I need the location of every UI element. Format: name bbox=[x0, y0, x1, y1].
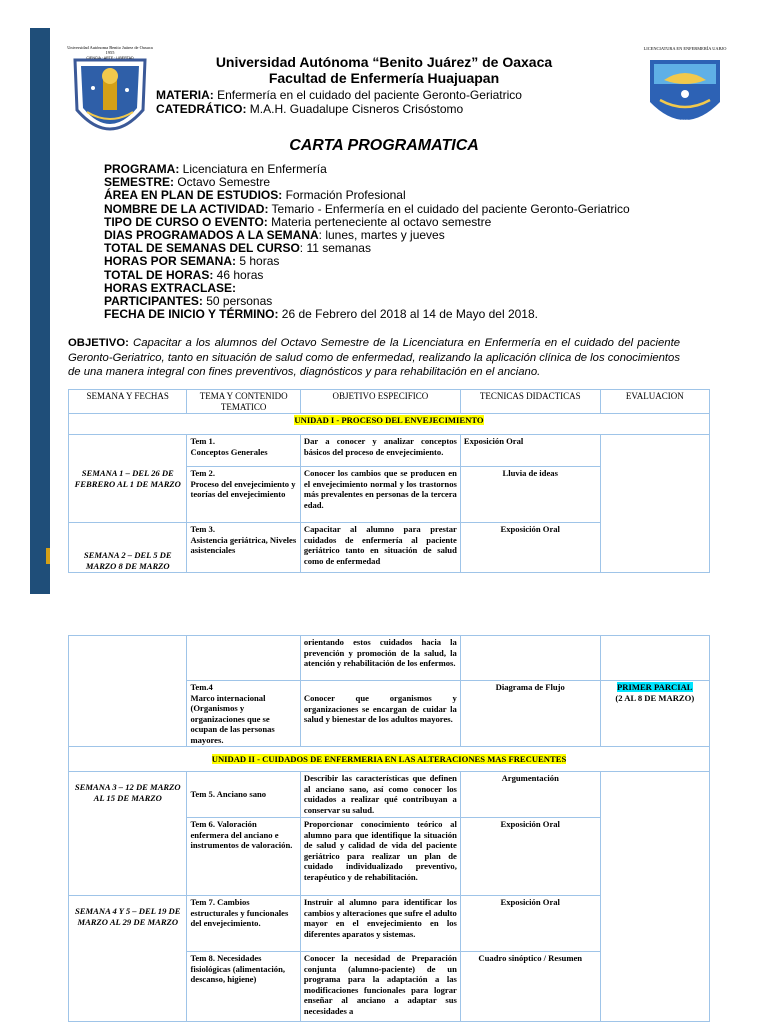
evaluation-cell bbox=[600, 435, 709, 573]
technique-cell: Exposición Oral bbox=[460, 523, 600, 573]
info-line-horas-semana: HORAS POR SEMANA: 5 horas bbox=[104, 254, 280, 269]
week-2-cell: SEMANA 2 – DEL 5 DE MARZO 8 DE MARZO bbox=[69, 523, 187, 573]
schedule-table-page2 bbox=[68, 635, 710, 1022]
info-line-actividad: NOMBRE DE LA ACTIVIDAD: Temario - Enfermería en el cuidado del paciente Geronto-Geriatrico bbox=[104, 201, 630, 216]
objective-cell: Conocer que organismos y organizaciones se encargan de cuidar la salud y bienestar de los adultos mayores. bbox=[300, 681, 460, 747]
header-tema: TEMA Y CONTENIDO TEMATICO bbox=[187, 390, 300, 414]
table-row bbox=[69, 636, 710, 681]
topic-cell: Tem 7. Cambios estructurales y funcionales del envejecimiento. bbox=[187, 896, 300, 952]
svg-text:CIENCIA · ARTE · LIBERTAD: CIENCIA · ARTE · LIBERTAD bbox=[86, 56, 134, 60]
evaluation-cell bbox=[600, 636, 709, 681]
technique-cell: Diagrama de Flujo bbox=[460, 681, 600, 747]
info-line-extraclase: HORAS EXTRACLASE: bbox=[104, 280, 237, 295]
professor-line: CATEDRÁTICO: M.A.H. Guadalupe Cisneros Crisóstomo bbox=[156, 102, 464, 116]
technique-cell: Exposición Oral bbox=[460, 435, 600, 467]
program-info-block bbox=[104, 163, 630, 321]
objective-paragraph: OBJETIVO: Capacitar a los alumnos del Octavo Semestre de la Licenciatura en Enfermería en el cuidado del paciente Geronto-Geriatrico, tanto en situación de salud como de enfermedad, realizando la aplicación clínica de los conocimientos de una manera integral con fines preventivos, diagnósticos y para rehabilitación en el anciano. bbox=[68, 337, 680, 379]
table-row bbox=[69, 435, 710, 467]
topic-cell: Tem.4 Marco internacional (Organismos y organizaciones que se ocupan de las personas mayores. bbox=[187, 681, 300, 747]
info-line-semanas: TOTAL DE SEMANAS DEL CURSO: 11 semanas bbox=[104, 241, 371, 256]
technique-cell: Exposición Oral bbox=[460, 896, 600, 952]
page-break-gap bbox=[0, 594, 768, 634]
svg-text:CIENCIA · ARTE · LIBERTAD: CIENCIA · ARTE · LIBERTAD bbox=[659, 119, 711, 123]
topic-cell: Tem 1. Conceptos Generales bbox=[187, 435, 300, 467]
info-line-total-horas: TOTAL DE HORAS: 46 horas bbox=[104, 267, 264, 282]
svg-text:1955: 1955 bbox=[105, 50, 115, 55]
objective-cell: Proporcionar conocimiento teórico al alumno para que identifique la situación de salud y calidad de vida del paciente geriátrico para realizar un plan de cuidado individualizado preventivo, terapéutico y de rehabilitación. bbox=[300, 818, 460, 896]
technique-cell: Cuadro sinóptico / Resumen bbox=[460, 952, 600, 1022]
evaluation-cell bbox=[600, 681, 709, 747]
technique-cell: Argumentación bbox=[460, 772, 600, 818]
university-name: Universidad Autónoma “Benito Juárez” de Oaxaca bbox=[215, 54, 553, 70]
week-3-cell: SEMANA 3 – 12 DE MARZO AL 15 DE MARZO bbox=[69, 772, 187, 896]
faculty-name: Facultad de Enfermería Huajuapan bbox=[268, 70, 500, 86]
schedule-table-page1 bbox=[68, 389, 710, 573]
table-header-row bbox=[69, 390, 710, 414]
unit-row bbox=[69, 747, 710, 772]
objective-cell: Describir las características que definen al anciano sano, así como conocer los cuidados a realizar qué contribuyan a conservar su salud. bbox=[300, 772, 460, 818]
topic-cell bbox=[187, 636, 300, 681]
first-partial-dates: (2 AL 8 DE MARZO) bbox=[615, 692, 695, 703]
objective-cell: orientando estos cuidados hacia la prevención y promoción de la salud, la atención y rehabilitación de los enfermos. bbox=[300, 636, 460, 681]
header-evaluacion: EVALUACION bbox=[600, 390, 709, 414]
header-objetivo: OBJETIVO ESPECIFICO bbox=[300, 390, 460, 414]
seal-arc-text: Universidad Autónoma Benito Juárez de Oaxaca bbox=[67, 45, 153, 50]
document-title: CARTA PROGRAMATICA bbox=[289, 137, 479, 154]
objective-cell: Conocer los cambios que se producen en el envejecimiento normal y los trastornos más prevalentes en personas de la tercera edad. bbox=[300, 467, 460, 523]
table-row bbox=[69, 772, 710, 818]
topic-cell: Tem 6. Valoración enfermera del anciano e instrumentos de valoración. bbox=[187, 818, 300, 896]
technique-cell: Lluvia de ideas bbox=[460, 467, 600, 523]
topic-cell: Tem 2. Proceso del envejecimiento y teorías del envejecimiento bbox=[187, 467, 300, 523]
info-line-tipo: TIPO DE CURSO O EVENTO: Materia perteneciente al octavo semestre bbox=[104, 214, 492, 229]
header-tecnicas: TECNICAS DIDACTICAS bbox=[460, 390, 600, 414]
side-accent-mark bbox=[46, 548, 50, 564]
unit-row bbox=[69, 414, 710, 435]
evaluation-cell bbox=[600, 772, 709, 1022]
info-line-programa: PROGRAMA: Licenciatura en Enfermería bbox=[104, 162, 327, 176]
objective-cell: Instruir al alumno para identificar los cambios y alteraciones que sufre el adulto mayor en el envejecimiento en los diferentes aparatos y sistemas. bbox=[300, 896, 460, 952]
info-line-semestre: SEMESTRE: Octavo Semestre bbox=[104, 175, 271, 190]
objective-cell: Dar a conocer y analizar conceptos básicos del proceso de envejecimiento. bbox=[300, 435, 460, 467]
info-line-area: ÁREA EN PLAN DE ESTUDIOS: Formación Profesional bbox=[104, 188, 406, 203]
week-4-5-cell: SEMANA 4 Y 5 – DEL 19 DE MARZO AL 29 DE MARZO bbox=[69, 896, 187, 1022]
objective-cell: Conocer la necesidad de Preparación conjunta (alumno-paciente) de un programa para la adaptación a las modificaciones funcionales para lograr enseñar al anciano a adaptar sus necesidades a bbox=[300, 952, 460, 1022]
technique-cell bbox=[460, 636, 600, 681]
side-accent-bar bbox=[30, 28, 50, 594]
topic-cell: Tem 8. Necesidades fisiológicas (alimentación, descanso, higiene) bbox=[187, 952, 300, 1022]
info-line-participantes: PARTICIPANTES: 50 personas bbox=[104, 294, 273, 309]
first-partial-label: PRIMER PARCIAL bbox=[617, 682, 693, 692]
subject-line: MATERIA: Enfermería en el cuidado del paciente Geronto-Geriatrico bbox=[156, 88, 522, 102]
objective-cell: Capacitar al alumno para prestar cuidados de enfermería al paciente geriátrico tanto en situación de salud como de enfermedad bbox=[300, 523, 460, 573]
unit-1-title: UNIDAD I - PROCESO DEL ENVEJECIMIENTO bbox=[294, 415, 484, 425]
logo-arc-text: LICENCIATURA EN ENFERMERÍA UABJO bbox=[643, 46, 727, 51]
topic-cell: Tem 5. Anciano sano bbox=[187, 772, 300, 818]
technique-cell: Exposición Oral bbox=[460, 818, 600, 896]
info-line-dias: DIAS PROGRAMADOS A LA SEMANA: lunes, martes y jueves bbox=[104, 228, 445, 243]
header-semana: SEMANA Y FECHAS bbox=[69, 390, 187, 414]
week-cell-continued bbox=[69, 636, 187, 747]
info-line-fechas: FECHA DE INICIO Y TÉRMINO: 26 de Febrero del 2018 al 14 de Mayo del 2018. bbox=[104, 307, 538, 322]
topic-cell: Tem 3. Asistencia geriátrica, Niveles asistenciales bbox=[187, 523, 300, 573]
unit-2-title: UNIDAD II - CUIDADOS DE ENFERMERIA EN LAS ALTERACIONES MAS FRECUENTES bbox=[211, 753, 567, 764]
week-1-cell: SEMANA 1 – DEL 26 DE FEBRERO AL 1 DE MARZO bbox=[69, 435, 187, 523]
